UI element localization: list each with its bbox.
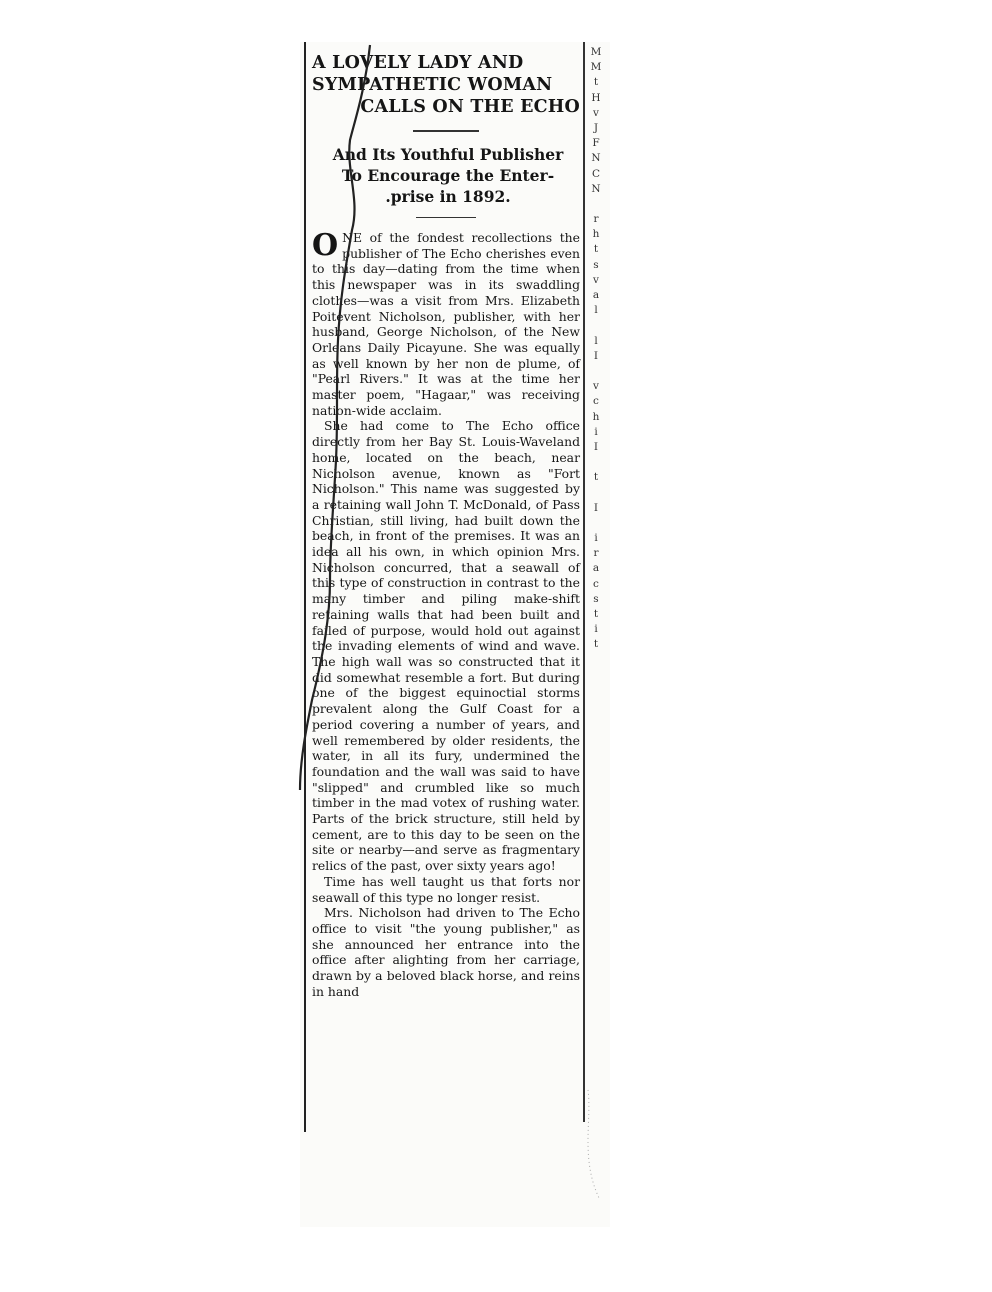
adjacent-fragment-char: h [592, 410, 600, 423]
adjacent-fragment-char: s [593, 592, 599, 605]
adjacent-fragment-char [588, 516, 604, 531]
adjacent-fragment-char [588, 318, 604, 333]
drop-cap: O [312, 228, 339, 263]
adjacent-fragment-char: c [593, 577, 599, 590]
adjacent-fragment-char: h [592, 228, 600, 241]
column-rule-left [304, 42, 306, 1132]
adjacent-fragment-char: C [591, 167, 601, 180]
adjacent-fragment-char: v [593, 273, 599, 286]
adjacent-fragment-char: i [594, 425, 598, 438]
adjacent-fragment-char: t [593, 243, 599, 256]
adjacent-fragment-char: M [590, 46, 602, 58]
adjacent-fragment-char: v [593, 380, 599, 393]
subheadline [312, 144, 580, 207]
subheadline-divider [416, 217, 476, 219]
adjacent-fragment-char: t [593, 607, 599, 620]
headline [312, 52, 580, 118]
adjacent-fragment-char [588, 364, 604, 379]
adjacent-fragment-char: s [593, 258, 599, 271]
paragraph-1 [312, 230, 580, 418]
headline-line-3: CALLS ON THE ECHO [360, 97, 580, 117]
paragraph-4: Mrs. Nicholson had driven to The Echo office to visit "the young publisher," as she announced her entrance into the office after alighting from her carriage, drawn by a beloved black horse, and reins in hand [312, 905, 580, 999]
paragraph-2: She had come to The Echo office directly from her Bay St. Louis-Waveland home, located on the beach, near Nicholson avenue, known as "Fort Nicholson." This name was suggested by a retaining wall John T. McDonald, of Pass Christian, still living, had built down the beach, in front of the premises. It was an idea all his own, in which opinion Mrs. Nicholson concurred, that a seawall of this type of construction in contrast to the many timber and piling make-shift retaining walls that had been built and failed of purpose, would hold out against the invading elements of wind and wave. The high wall was so constructed that it did somewhat resemble a fort. But during one of the biggest equinoctial storms prevalent along the Gulf Coast for a period covering a number of years, and well remembered by older residents, the water, in all its fury, undermined the foundation and the wall was said to have "slipped" and crumbled like so much timber in the mad votex of rushing water. Parts of the brick structure, still held by cement, are to this day to be seen on the site or nearby—and serve as fragmentary relics of the past, over sixty years ago! [312, 418, 580, 874]
adjacent-column-fragment [588, 45, 604, 653]
article [312, 52, 580, 999]
headline-line-1: A LOVELY LADY AND [312, 53, 524, 73]
paragraph-3: Time has well taught us that forts nor seawall of this type no longer resist. [312, 873, 580, 905]
adjacent-fragment-char: r [593, 213, 599, 226]
adjacent-fragment-char: a [592, 289, 600, 301]
adjacent-fragment-char: v [593, 106, 599, 119]
subheadline-line-3: .prise in 1892. [385, 186, 511, 206]
adjacent-fragment-char: a [592, 562, 600, 575]
adjacent-fragment-char: l [594, 334, 598, 347]
paragraph-1-text: NE of the fondest recollections the publisher of The Echo cherishes even to this day—dating from the time when this newspaper was in its swaddling clothes—was a visit from Mrs. Elizabeth Poitevent Nicholson, publisher, with her husband, George Nicholson, of the New Orleans Daily Picayune. She was equally as well known by her non de plume, of "Pearl Rivers." It was at the time her master poem, "Hagaar," was receiving nation-wide acclaim. [312, 230, 580, 418]
adjacent-fragment-char: N [591, 182, 601, 195]
adjacent-fragment-char: t [593, 471, 599, 484]
headline-divider [413, 130, 479, 132]
subheadline-line-2: To Encourage the Enter- [341, 165, 555, 185]
adjacent-fragment-char: l [594, 304, 598, 317]
adjacent-fragment-char: t [593, 638, 599, 651]
adjacent-fragment-char: i [594, 532, 598, 544]
adjacent-fragment-char: F [592, 137, 600, 150]
article-body [312, 230, 580, 999]
adjacent-fragment-char [588, 455, 604, 470]
adjacent-fragment-char: c [593, 395, 599, 408]
adjacent-fragment-char: I [593, 349, 599, 362]
adjacent-fragment-char: H [591, 91, 601, 104]
headline-line-2: SYMPATHETIC WOMAN [312, 75, 553, 95]
adjacent-fragment-char: I [593, 501, 599, 514]
adjacent-fragment-char [588, 197, 604, 212]
adjacent-fragment-char [588, 485, 604, 500]
column-rule-right [583, 42, 585, 1122]
adjacent-fragment-char: r [593, 547, 599, 560]
adjacent-fragment-char: M [590, 61, 602, 74]
adjacent-fragment-char: t [593, 76, 599, 89]
adjacent-fragment-char: J [593, 121, 599, 134]
adjacent-fragment-char: I [593, 440, 599, 453]
adjacent-fragment-char: N [591, 152, 601, 165]
subheadline-line-1: And Its Youthful Publisher [332, 144, 564, 164]
adjacent-fragment-char: i [594, 623, 598, 636]
